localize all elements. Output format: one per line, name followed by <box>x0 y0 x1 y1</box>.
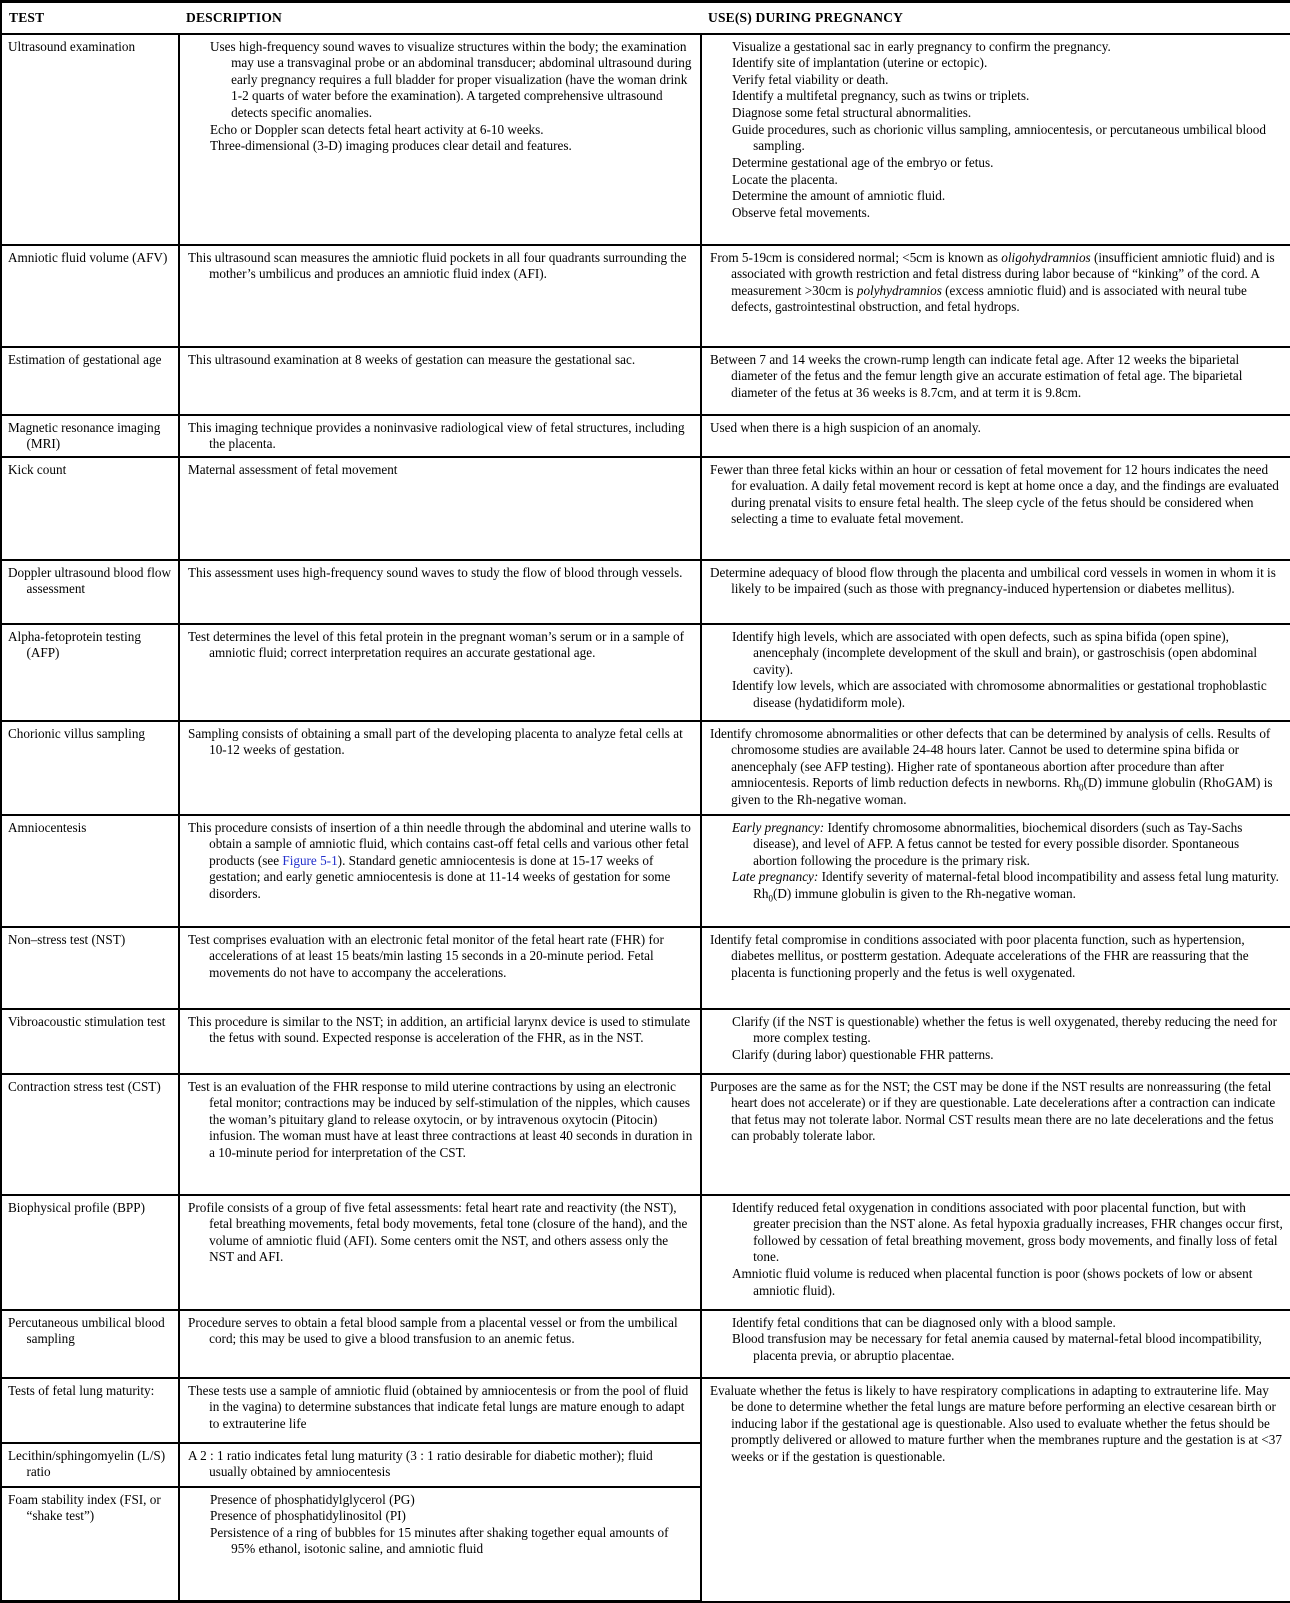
text-run: Test comprises evaluation with an electronic fetal monitor of the fetal heart rate (FHR) for accelerations of at least 15 beats/min lasting 15 seconds in a 20-minute period. Fetal movements do not have to accompany the accelerations. <box>188 931 664 980</box>
text-run: Clarify (during labor) questionable FHR patterns. <box>732 1046 994 1062</box>
paragraph <box>732 72 1284 89</box>
text-run: This ultrasound examination at 8 weeks of gestation can measure the gestational sac. <box>188 351 636 367</box>
paragraph <box>732 105 1284 122</box>
text-run: Visualize a gestational sac in early pregnancy to confirm the pregnancy. <box>732 38 1111 54</box>
text-run: A 2 : 1 ratio indicates fetal lung maturity (3 : 1 ratio desirable for diabetic mother); fluid usually obtained by amniocentesis <box>188 1447 653 1480</box>
text-run: From 5-19cm is considered normal; <5cm is known as <box>710 249 1002 265</box>
table-row <box>1 721 1290 815</box>
table-row <box>1 457 1290 560</box>
italic-text: polyhydramnios <box>856 282 942 298</box>
figure-link[interactable]: Figure 5-1 <box>282 852 338 868</box>
paragraph <box>188 250 694 283</box>
test-name: Alpha-fetoprotein testing (AFP) <box>8 628 141 661</box>
text-run: This assessment uses high-frequency sound waves to study the flow of blood through vessels. <box>188 564 683 580</box>
text-run: Identify low levels, which are associated with chromosome abnormalities or gestational trophoblastic disease (hydatidiform mole). <box>732 678 1267 710</box>
description-cell <box>179 815 701 927</box>
paragraph <box>710 420 1284 437</box>
description-cell <box>179 1487 701 1602</box>
text-run: ). Standard genetic amniocentesis is done at 15-17 weeks of gestation; and early genetic amniocentesis is done at 11-14 weeks of gestation for some disorders. <box>209 852 671 901</box>
table-row <box>1 560 1290 624</box>
paragraph <box>710 565 1284 598</box>
paragraph <box>732 1315 1284 1332</box>
text-run: This procedure is similar to the NST; in addition, an artificial larynx device is used to stimulate the fetus with sound. Expected response is acceleration of the FHR, as in the NST. <box>188 1013 691 1046</box>
text-run: Amniotic fluid volume is reduced when placental function is poor (shows pockets of low or absent amniotic fluid). <box>732 1266 1253 1298</box>
paragraph <box>188 820 694 903</box>
text-run: Blood transfusion may be necessary for fetal anemia caused by maternal-fetal blood incompatibility, placenta previa, or abruptio placentae. <box>732 1331 1262 1363</box>
paragraph <box>710 250 1284 317</box>
test-name: Tests of fetal lung maturity: <box>8 1382 155 1398</box>
text-run: Purposes are the same as for the NST; the CST may be done if the NST results are nonreassuring (the fetal heart does not accelerate) or if they are questionable. Late decelerations after a contraction can indicate that fetus may not tolerate labor. Normal CST results mean there are no late decelerations and the fetus can probably tolerate labor. <box>710 1078 1276 1144</box>
table-row <box>1 815 1290 927</box>
table-row <box>1 347 1290 415</box>
description-cell <box>179 624 701 721</box>
description-cell <box>179 721 701 815</box>
text-run: (D) immune globulin is given to the Rh-negative woman. <box>772 886 1076 901</box>
table-row <box>1 1310 1290 1378</box>
test-name: Ultrasound examination <box>8 38 136 54</box>
paragraph <box>732 39 1284 56</box>
paragraph <box>188 1315 694 1348</box>
uses-cell <box>701 624 1290 721</box>
paragraph <box>210 1508 694 1525</box>
paragraph <box>732 88 1284 105</box>
test-cell <box>1 34 179 245</box>
text-run: This ultrasound scan measures the amniotic fluid pockets in all four quadrants surrounding the mother’s umbilicus and produces an amniotic fluid index (AFI). <box>188 249 687 282</box>
paragraph <box>732 1266 1284 1299</box>
paragraph <box>210 1492 694 1509</box>
description-cell <box>179 560 701 624</box>
test-name: Amniocentesis <box>8 819 87 835</box>
header-row <box>1 2 1290 34</box>
text-run: Diagnose some fetal structural abnormalities. <box>732 105 972 120</box>
table-row <box>1 415 1290 457</box>
description-cell <box>179 1074 701 1195</box>
test-cell <box>1 347 179 415</box>
paragraph <box>732 678 1284 711</box>
paragraph <box>188 1014 694 1047</box>
text-run: Maternal assessment of fetal movement <box>188 461 398 477</box>
test-cell <box>1 624 179 721</box>
paragraph <box>732 1047 1284 1064</box>
paragraph <box>188 565 694 582</box>
paragraph <box>732 205 1284 222</box>
description-cell <box>179 415 701 457</box>
uses-cell <box>701 457 1290 560</box>
text-run: These tests use a sample of amniotic fluid (obtained by amniocentesis or from the pool of fluid in the vagina) to determine substances that indicate fetal lungs are mature enough to adapt to extrauterine life <box>188 1382 689 1431</box>
paragraph <box>188 1200 694 1267</box>
paragraph <box>732 188 1284 205</box>
text-run: Profile consists of a group of five fetal assessments: fetal heart rate and reactivity (the NST), fetal breathing movements, fetal body movements, fetal tone (closure of the hand), and the volume of amniotic fluid (AFI). Some centers omit the NST, and others assess only the NST and AFI. <box>188 1199 688 1265</box>
paragraph <box>210 122 694 139</box>
paragraph <box>732 122 1284 155</box>
paragraph <box>188 352 694 369</box>
paragraph <box>732 1331 1284 1364</box>
test-cell <box>1 1443 179 1487</box>
text-run: This imaging technique provides a noninvasive radiological view of fetal structures, including the placenta. <box>188 419 685 452</box>
text-run: Determine the amount of amniotic fluid. <box>732 188 946 204</box>
uses-cell <box>701 1310 1290 1378</box>
table-row <box>1 34 1290 245</box>
text-run: (D) immune globulin (RhoGAM) is given to the Rh-negative woman. <box>731 775 1273 807</box>
subscript-text: 0 <box>1079 783 1084 794</box>
text-run: Locate the placenta. <box>732 171 838 187</box>
uses-cell <box>701 1378 1290 1602</box>
test-name: Amniotic fluid volume (AFV) <box>8 249 168 265</box>
uses-cell <box>701 815 1290 927</box>
test-name: Doppler ultrasound blood flow assessment <box>8 564 171 597</box>
test-cell <box>1 927 179 1009</box>
text-run: Used when there is a high suspicion of an anomaly. <box>710 419 981 435</box>
paragraph <box>710 1383 1284 1466</box>
text-run: Identify severity of maternal-fetal blood incompatibility and assess fetal lung maturity. Rh <box>753 869 1279 901</box>
text-run: Echo or Doppler scan detects fetal heart activity at 6-10 weeks. <box>210 121 544 137</box>
test-cell <box>1 245 179 347</box>
paragraph <box>732 820 1284 870</box>
description-cell <box>179 927 701 1009</box>
text-run: Presence of phosphatidylglycerol (PG) <box>210 1491 415 1507</box>
text-run: Between 7 and 14 weeks the crown-rump length can indicate fetal age. After 12 weeks the biparietal diameter of the fetus and the femur length give an accurate estimation of fetal age. The biparietal diameter of the fetus at 36 weeks is 8.7cm, and at term it is 9.8cm. <box>710 351 1243 400</box>
text-run: Identify reduced fetal oxygenation in conditions associated with poor placental function, but with greater precision than the NST alone. As fetal hypoxia gradually increases, FHR changes occur first, followed by cessation of fetal breathing movement, gross body movements, and finally loss of fetal tone. <box>732 1199 1283 1265</box>
test-name: Non–stress test (NST) <box>8 931 126 947</box>
test-name: Magnetic resonance imaging (MRI) <box>8 419 161 452</box>
italic-text: oligohydramnios <box>1001 249 1091 265</box>
uses-cell <box>701 347 1290 415</box>
text-run: Evaluate whether the fetus is likely to have respiratory complications in adapting to extrauterine life. May be done to determine whether the fetal lungs are mature before performing an elective cesarean birth or inducing labor if the gestational age is questionable. Also used to evaluate whether the fetus should be promptly delivered or allowed to mature further when the membranes rupture and the gestation is at <37 weeks or if the gestation is questionable. <box>710 1382 1282 1464</box>
paragraph <box>210 1525 694 1558</box>
text-run: Test is an evaluation of the FHR response to mild uterine contractions by using an electronic fetal monitor; contractions may be induced by self-stimulation of the nipples, which causes the woman’s pituitary gland to release oxytocin, or by intravenous oxytocin (Pitocin) infusion. The woman must have at least three contractions at least 40 seconds in duration in a 10-minute period for interpretation of the CST. <box>188 1078 693 1160</box>
test-cell <box>1 1310 179 1378</box>
paragraph <box>710 726 1284 809</box>
text-run: Observe fetal movements. <box>732 204 871 220</box>
text-run: Identify fetal compromise in conditions associated with poor placenta function, such as hypertension, diabetes mellitus, or postterm gestation. Adequate accelerations of the FHR are reassuring that the placenta is functioning properly and the fetus is well oxygenated. <box>710 931 1249 980</box>
text-run: Uses high-frequency sound waves to visualize structures within the body; the examination may use a transvaginal probe or an abdominal transducer; abdominal ultrasound during early pregnancy requires a full bladder for proper visualization (have the woman drink 1-2 quarts of water before the examination). A targeted comprehensive ultrasound detects specific anomalies. <box>210 38 692 120</box>
description-cell <box>179 347 701 415</box>
test-name: Estimation of gestational age <box>8 351 162 367</box>
text-run: Sampling consists of obtaining a small part of the developing placenta to analyze fetal cells at 10-12 weeks of gestation. <box>188 725 683 758</box>
italic-text: Early pregnancy: <box>732 819 825 835</box>
test-name: Lecithin/sphingomyelin (L/S) ratio <box>8 1447 166 1480</box>
subscript-text: 0 <box>768 893 773 904</box>
description-cell <box>179 245 701 347</box>
uses-cell <box>701 721 1290 815</box>
description-cell <box>179 1378 701 1443</box>
header-test: TEST <box>1 2 179 34</box>
header-description: DESCRIPTION <box>179 2 701 34</box>
paragraph <box>188 932 694 982</box>
text-run: Verify fetal viability or death. <box>732 71 889 87</box>
table-row <box>1 245 1290 347</box>
paragraph <box>732 869 1284 902</box>
test-name: Chorionic villus sampling <box>8 725 146 741</box>
paragraph <box>188 726 694 759</box>
uses-cell <box>701 1074 1290 1195</box>
test-cell <box>1 721 179 815</box>
paragraph <box>732 1014 1284 1047</box>
text-run: (insufficient amniotic fluid) and is associated with growth restriction and fetal distress during labor because of “kinking” of the cord. A measurement >30cm is <box>731 249 1275 298</box>
description-cell <box>179 1009 701 1074</box>
test-name: Percutaneous umbilical blood sampling <box>8 1314 165 1347</box>
test-cell <box>1 1378 179 1443</box>
paragraph <box>732 155 1284 172</box>
description-cell <box>179 1443 701 1487</box>
description-cell <box>179 457 701 560</box>
description-cell <box>179 1310 701 1378</box>
paragraph <box>188 1448 694 1481</box>
text-run: Procedure serves to obtain a fetal blood sample from a placental vessel or from the umbilical cord; this may be used to give a blood transfusion to an anemic fetus. <box>188 1314 678 1347</box>
text-run: (excess amniotic fluid) and is associated with neural tube defects, gastrointestinal obstruction, and fetal hydrops. <box>731 282 1247 315</box>
paragraph <box>710 462 1284 529</box>
table-body <box>1 34 1290 1602</box>
test-cell <box>1 1487 179 1602</box>
table-row <box>1 927 1290 1009</box>
text-run: Identify chromosome abnormalities, biochemical disorders (such as Tay-Sachs disease), and level of AFP. A fetus cannot be tested for every possible disorder. Spontaneous abortion following the procedure is the primary risk. <box>753 819 1243 868</box>
text-run: Guide procedures, such as chorionic villus sampling, amniocentesis, or percutaneous umbilical blood sampling. <box>732 121 1266 154</box>
italic-text: Late pregnancy: <box>732 869 819 885</box>
text-run: This procedure consists of insertion of a thin needle through the abdominal and uterine walls to obtain a sample of amniotic fluid, which contains cast-off fetal cells and various other fetal products (see <box>188 819 691 868</box>
uses-cell <box>701 34 1290 245</box>
text-run: Clarify (if the NST is questionable) whether the fetus is well oxygenated, thereby reducing the need for more complex testing. <box>732 1013 1278 1046</box>
table-row <box>1 1378 1290 1443</box>
table-row <box>1 624 1290 721</box>
test-cell <box>1 560 179 624</box>
test-cell <box>1 1195 179 1310</box>
test-cell <box>1 815 179 927</box>
text-run: Fewer than three fetal kicks within an hour or cessation of fetal movement for 12 hours indicates the need for evaluation. A daily fetal movement record is kept at home once a day, and the findings are evaluated during prenatal visits to ensure fetal health. The sleep cycle of the fetus should be considered when selecting a time to evaluate fetal movement. <box>710 461 1279 527</box>
paragraph <box>710 1079 1284 1146</box>
test-cell <box>1 1009 179 1074</box>
test-cell <box>1 1074 179 1195</box>
description-cell <box>179 1195 701 1310</box>
text-run: Three-dimensional (3-D) imaging produces clear detail and features. <box>210 138 572 154</box>
paragraph <box>210 39 694 122</box>
paragraph <box>188 1383 694 1433</box>
uses-cell <box>701 1009 1290 1074</box>
text-run: Presence of phosphatidylinositol (PI) <box>210 1508 406 1524</box>
text-run: Determine gestational age of the embryo or fetus. <box>732 154 994 170</box>
paragraph <box>188 629 694 662</box>
text-run: Identify chromosome abnormalities or other defects that can be determined by analysis of cells. Results of chromosome studies are available 24-48 hours later. Cannot be used to determine spina bifida or anencephaly (see AFP testing). Higher rate of spontaneous abortion after procedure than after amniocentesis. Reports of limb reduction defects in newborns. Rh <box>710 725 1271 791</box>
paragraph <box>732 172 1284 189</box>
test-name: Vibroacoustic stimulation test <box>8 1013 166 1029</box>
text-run: Persistence of a ring of bubbles for 15 minutes after shaking together equal amounts of 95% ethanol, isotonic saline, and amniotic fluid <box>210 1524 669 1557</box>
table-row <box>1 1009 1290 1074</box>
test-cell <box>1 457 179 560</box>
paragraph <box>732 629 1284 679</box>
test-name: Contraction stress test (CST) <box>8 1078 161 1094</box>
text-run: Identify site of implantation (uterine or ectopic). <box>732 55 988 71</box>
uses-cell <box>701 1195 1290 1310</box>
table-header <box>1 2 1290 34</box>
uses-cell <box>701 245 1290 347</box>
uses-cell <box>701 415 1290 457</box>
text-run: Identify high levels, which are associated with open defects, such as spina bifida (open spine), anencephaly (incomplete development of the skull and brain), or gastroschisis (open abdominal cavity). <box>732 628 1258 677</box>
paragraph <box>188 420 694 453</box>
header-uses: USE(S) DURING PREGNANCY <box>701 2 1290 34</box>
uses-cell <box>701 560 1290 624</box>
text-run: Identify a multifetal pregnancy, such as twins or triplets. <box>732 88 1030 104</box>
text-run: Determine adequacy of blood flow through the placenta and umbilical cord vessels in women in whom it is likely to be impaired (such as those with pregnancy-induced hypertension or diabetes mellitus). <box>710 564 1276 597</box>
test-name: Kick count <box>8 461 67 477</box>
paragraph <box>188 1079 694 1162</box>
paragraph <box>732 1200 1284 1267</box>
paragraph <box>710 352 1284 402</box>
paragraph <box>210 138 694 155</box>
paragraph <box>732 55 1284 72</box>
table-row <box>1 1195 1290 1310</box>
table-row <box>1 1074 1290 1195</box>
test-name: Biophysical profile (BPP) <box>8 1199 145 1215</box>
uses-cell <box>701 927 1290 1009</box>
text-run: Test determines the level of this fetal protein in the pregnant woman’s serum or in a sample of amniotic fluid; correct interpretation requires an accurate gestational age. <box>188 628 685 661</box>
test-cell <box>1 415 179 457</box>
description-cell <box>179 34 701 245</box>
test-name: Foam stability index (FSI, or “shake test”) <box>8 1491 161 1524</box>
paragraph <box>188 462 694 479</box>
paragraph <box>710 932 1284 982</box>
text-run: Identify fetal conditions that can be diagnosed only with a blood sample. <box>732 1314 1116 1330</box>
